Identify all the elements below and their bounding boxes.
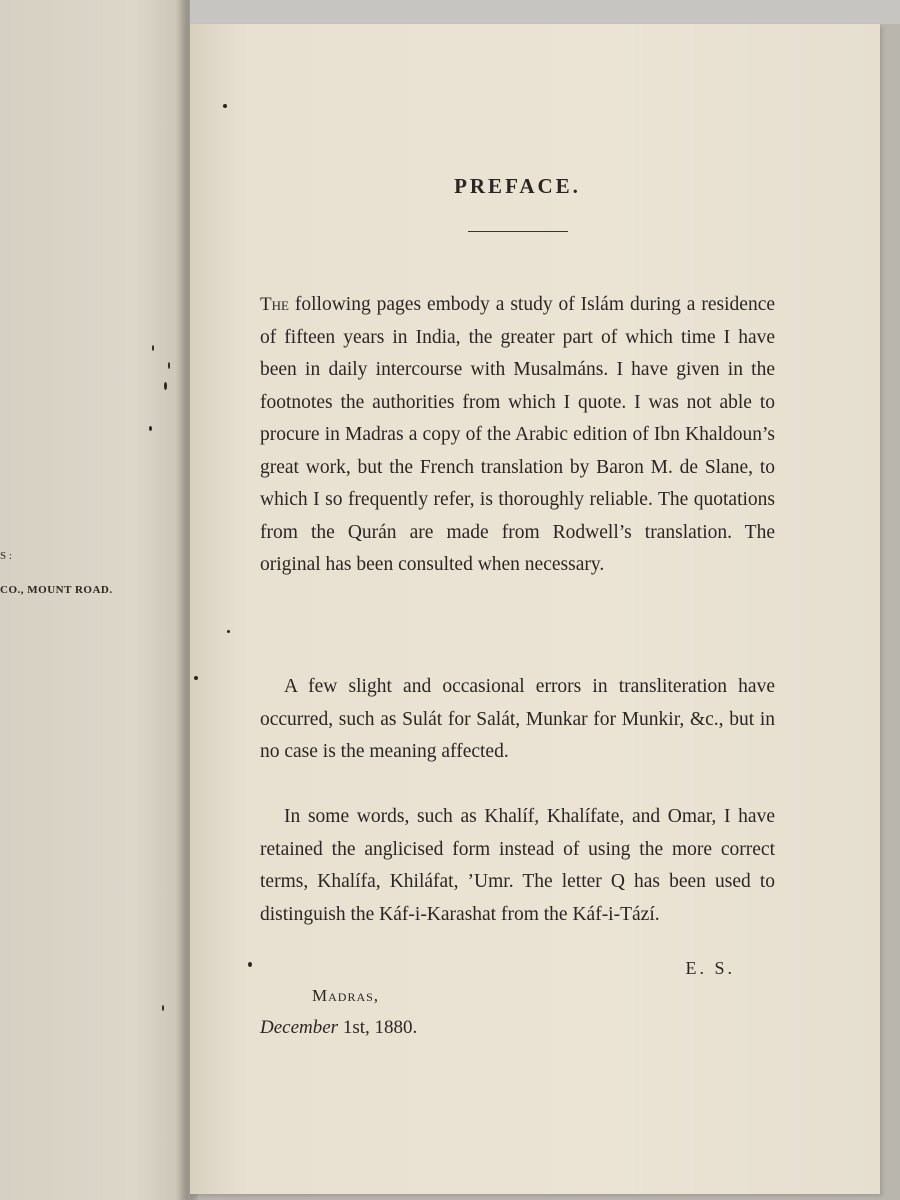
place-line: Madras, bbox=[312, 986, 380, 1005]
speck bbox=[168, 362, 170, 369]
drop-word: The bbox=[260, 294, 289, 315]
date-year: 1880. bbox=[374, 1017, 418, 1038]
right-page bbox=[190, 24, 880, 1194]
speck bbox=[152, 345, 154, 351]
left-page-fragment-top: S : bbox=[0, 550, 12, 562]
date-line bbox=[260, 1017, 417, 1039]
speck bbox=[248, 962, 252, 967]
speck bbox=[162, 1005, 164, 1011]
signature-initials: E. S. bbox=[685, 958, 735, 978]
title-rule bbox=[468, 231, 568, 232]
left-page-fragment: CO., MOUNT ROAD. bbox=[0, 584, 113, 596]
background-strip bbox=[190, 0, 900, 24]
date-month: December bbox=[260, 1017, 339, 1038]
paragraph-1-text: following pages embody a study of Islám during a residence of fifteen years in India, the greater part of which time I have been in daily intercourse with Musalmáns. I have given in the footnotes the authorities from which I quote. I was not able to procure in Madras a copy of the Arabic edition of Ibn Khaldoun’s great work, but the French translation by Baron M. de Slane, to which I so frequently refer, is thoroughly reliable. The quotations from the Qurán are made from Rodwell’s translation. The original has been consulted when necessary. bbox=[260, 294, 775, 575]
paragraph-2: A few slight and occasional errors in transliteration have occurred, such as Sulát for Salát, Munkar for Munkir, &c., but in no case is the meaning affected. bbox=[260, 676, 775, 762]
page-title: PREFACE. bbox=[454, 174, 581, 198]
paragraph-3: In some words, such as Khalíf, Khalífate, and Omar, I have retained the anglicised form instead of using the more correct terms, Khalífa, Khiláfat, ’Umr. The letter Q has been used to distinguish the Káf-i-Karashat from the Káf-i-Tází. bbox=[260, 806, 775, 925]
speck bbox=[164, 382, 167, 390]
speck bbox=[149, 426, 152, 431]
speck bbox=[227, 630, 230, 633]
speck bbox=[223, 104, 227, 108]
date-day: 1st, bbox=[342, 1017, 370, 1038]
paragraph-1 bbox=[260, 289, 775, 582]
speck bbox=[194, 676, 198, 680]
left-page bbox=[0, 0, 190, 1200]
